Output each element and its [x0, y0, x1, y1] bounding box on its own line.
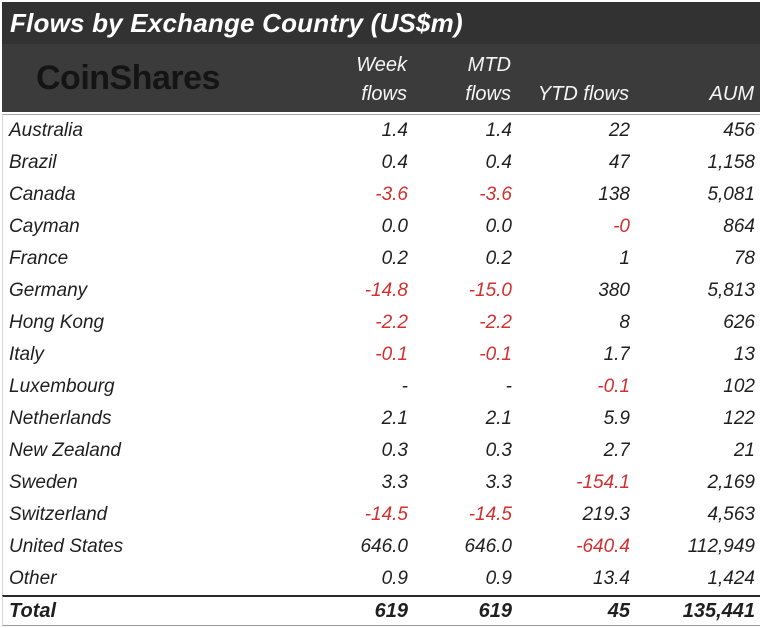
total-label: Total [9, 600, 57, 622]
week-flows-cell: 646.0 [360, 536, 408, 557]
mtd-flows-cell: -2.2 [479, 312, 512, 333]
total-ytd-flows-cell: 45 [607, 600, 630, 622]
table-body [2, 114, 760, 595]
table-row [3, 211, 760, 243]
week-flows-cell: 0.0 [381, 216, 408, 237]
table-row [3, 275, 760, 307]
country-cell: Hong Kong [9, 312, 105, 333]
country-cell: Cayman [9, 216, 80, 237]
ytd-flows-cell: -640.4 [576, 536, 630, 557]
mtd-flows-cell: 0.2 [485, 248, 512, 269]
week-flows-cell: 0.3 [381, 440, 408, 461]
week-flows-cell: 2.1 [381, 408, 408, 429]
country-cell: Germany [9, 280, 88, 301]
week-flows-cell: 3.3 [381, 472, 408, 493]
table-total-row [2, 595, 760, 626]
mtd-flows-cell: - [505, 376, 512, 397]
mtd-flows-cell: 0.0 [485, 216, 512, 237]
column-header-mtd-flows [407, 44, 511, 112]
column-header-ytd-flows [511, 44, 629, 112]
aum-cell: 4,563 [707, 504, 755, 525]
week-flows-cell: 0.9 [381, 568, 408, 589]
country-cell: Netherlands [9, 408, 112, 429]
ytd-flows-cell: -0 [613, 216, 630, 237]
mtd-flows-cell: 3.3 [485, 472, 512, 493]
aum-cell: 21 [733, 440, 755, 461]
table-row [3, 499, 760, 531]
country-cell: Other [9, 568, 57, 589]
column-header-week-line2: flows [361, 83, 407, 105]
mtd-flows-cell: -0.1 [479, 344, 512, 365]
country-cell: Switzerland [9, 504, 108, 525]
ytd-flows-cell: 1.7 [603, 344, 630, 365]
country-cell: Luxembourg [9, 376, 115, 397]
column-header-row [2, 44, 760, 112]
table-row [3, 339, 760, 371]
table-row [3, 179, 760, 211]
aum-cell: 5,081 [707, 184, 755, 205]
mtd-flows-cell: 0.3 [485, 440, 512, 461]
total-aum-cell: 135,441 [682, 600, 755, 622]
mtd-flows-cell: 0.4 [485, 152, 512, 173]
country-cell: Australia [9, 120, 83, 141]
total-mtd-flows-cell: 619 [478, 600, 512, 622]
mtd-flows-cell: 646.0 [464, 536, 512, 557]
aum-cell: 13 [733, 344, 755, 365]
mtd-flows-cell: -15.0 [468, 280, 512, 301]
mtd-flows-cell: -14.5 [468, 504, 512, 525]
aum-cell: 864 [723, 216, 755, 237]
aum-cell: 2,169 [707, 472, 755, 493]
total-week-flows-cell: 619 [374, 600, 408, 622]
aum-cell: 112,949 [687, 536, 755, 557]
aum-cell: 102 [723, 376, 755, 397]
ytd-flows-cell: 5.9 [603, 408, 630, 429]
mtd-flows-cell: 1.4 [485, 120, 512, 141]
country-cell: United States [9, 536, 124, 557]
ytd-flows-cell: -154.1 [576, 472, 630, 493]
coinshares-logo: CoinShares [36, 58, 220, 97]
table-row [3, 403, 760, 435]
week-flows-cell: -14.8 [364, 280, 408, 301]
column-header-mtd-line2: flows [465, 83, 511, 105]
country-cell: Italy [9, 344, 44, 365]
ytd-flows-cell: 2.7 [603, 440, 630, 461]
table-row [3, 371, 760, 403]
column-header-aum-line2: AUM [709, 83, 754, 105]
column-header-aum [629, 44, 760, 112]
aum-cell: 456 [723, 120, 755, 141]
ytd-flows-cell: 22 [608, 120, 630, 141]
country-cell: Canada [9, 184, 76, 205]
mtd-flows-cell: 2.1 [485, 408, 512, 429]
column-header-ytd-line2: YTD flows [537, 83, 629, 105]
week-flows-cell: -0.1 [375, 344, 408, 365]
ytd-flows-cell: 380 [598, 280, 630, 301]
week-flows-cell: 0.4 [381, 152, 408, 173]
ytd-flows-cell: 13.4 [593, 568, 630, 589]
column-header-week-line1: Week [356, 54, 407, 76]
ytd-flows-cell: 1 [619, 248, 630, 269]
mtd-flows-cell: -3.6 [479, 184, 512, 205]
week-flows-cell: - [401, 376, 408, 397]
table-row [3, 115, 760, 147]
ytd-flows-cell: -0.1 [597, 376, 630, 397]
aum-cell: 5,813 [707, 280, 755, 301]
week-flows-cell: -14.5 [364, 504, 408, 525]
ytd-flows-cell: 47 [608, 152, 630, 173]
table-row [3, 467, 760, 499]
week-flows-cell: -3.6 [375, 184, 408, 205]
table-row [3, 147, 760, 179]
country-cell: Sweden [9, 472, 78, 493]
country-cell: France [9, 248, 69, 269]
table-row [3, 243, 760, 275]
aum-cell: 626 [723, 312, 755, 333]
table-row [3, 435, 760, 467]
aum-cell: 122 [723, 408, 755, 429]
table-row [3, 307, 760, 339]
ytd-flows-cell: 219.3 [582, 504, 630, 525]
ytd-flows-cell: 8 [619, 312, 630, 333]
table-row [3, 531, 760, 563]
page-title: Flows by Exchange Country (US$m) [2, 2, 760, 44]
week-flows-cell: -2.2 [375, 312, 408, 333]
mtd-flows-cell: 0.9 [485, 568, 512, 589]
week-flows-cell: 0.2 [381, 248, 408, 269]
table-row [3, 563, 760, 595]
column-header-week-flows [240, 44, 407, 112]
week-flows-cell: 1.4 [381, 120, 408, 141]
country-cell: New Zealand [9, 440, 121, 461]
table-header [2, 2, 760, 112]
aum-cell: 1,158 [707, 152, 755, 173]
aum-cell: 1,424 [707, 568, 755, 589]
column-header-mtd-line1: MTD [467, 54, 511, 76]
ytd-flows-cell: 138 [598, 184, 630, 205]
aum-cell: 78 [733, 248, 755, 269]
country-cell: Brazil [9, 152, 57, 173]
